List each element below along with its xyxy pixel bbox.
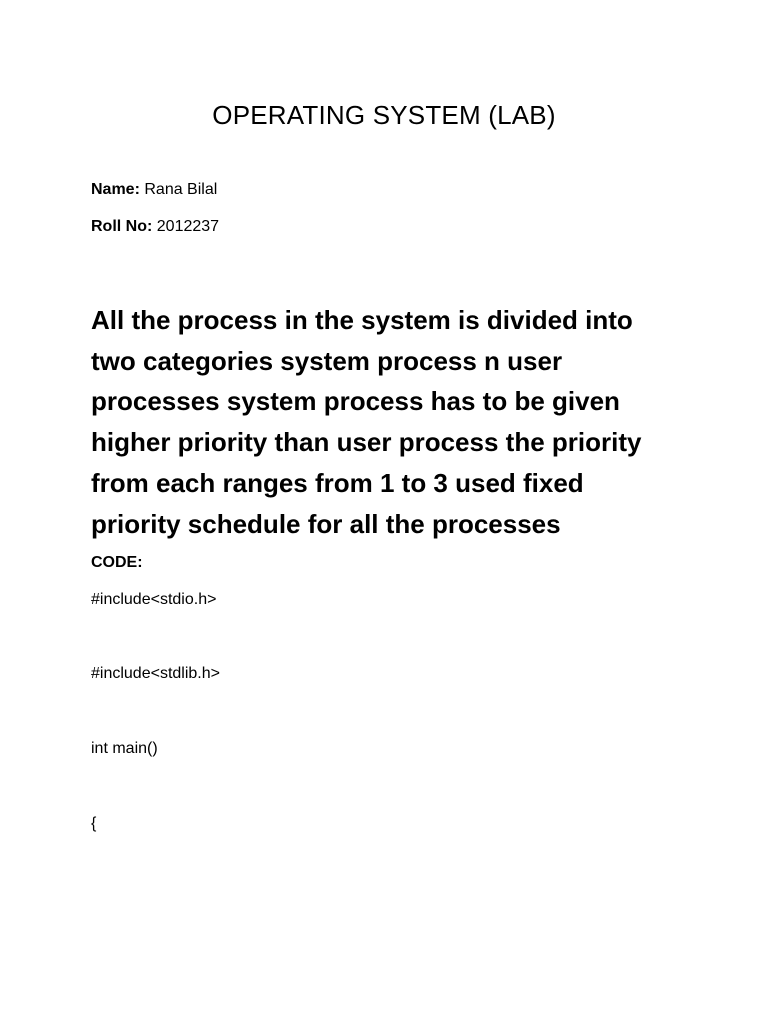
problem-statement bbox=[91, 300, 691, 544]
document-title: OPERATING SYSTEM (LAB) bbox=[212, 100, 556, 130]
problem-statement-line: priority schedule for all the processes bbox=[91, 508, 561, 539]
code-label: CODE: bbox=[91, 554, 143, 571]
code-line: #include<stdlib.h> bbox=[91, 665, 220, 682]
problem-statement-line: processes system process has to be given bbox=[91, 386, 620, 417]
problem-statement-line: two categories system process n user bbox=[91, 345, 563, 376]
code-line: { bbox=[91, 815, 97, 832]
roll-value: 2012237 bbox=[156, 218, 220, 235]
roll-label: Roll No: bbox=[91, 218, 153, 235]
code-line: #include<stdio.h> bbox=[91, 591, 217, 608]
code-line: int main() bbox=[91, 740, 158, 757]
problem-statement-line: All the process in the system is divided into bbox=[91, 305, 633, 335]
problem-statement-line: higher priority than user process the priority bbox=[91, 427, 642, 458]
name-label: Name: bbox=[91, 181, 140, 198]
roll-number-line bbox=[91, 218, 219, 236]
problem-statement-line: from each ranges from 1 to 3 used fixed bbox=[91, 467, 584, 498]
name-value: Rana Bilal bbox=[144, 181, 218, 198]
student-name-line bbox=[91, 181, 217, 199]
